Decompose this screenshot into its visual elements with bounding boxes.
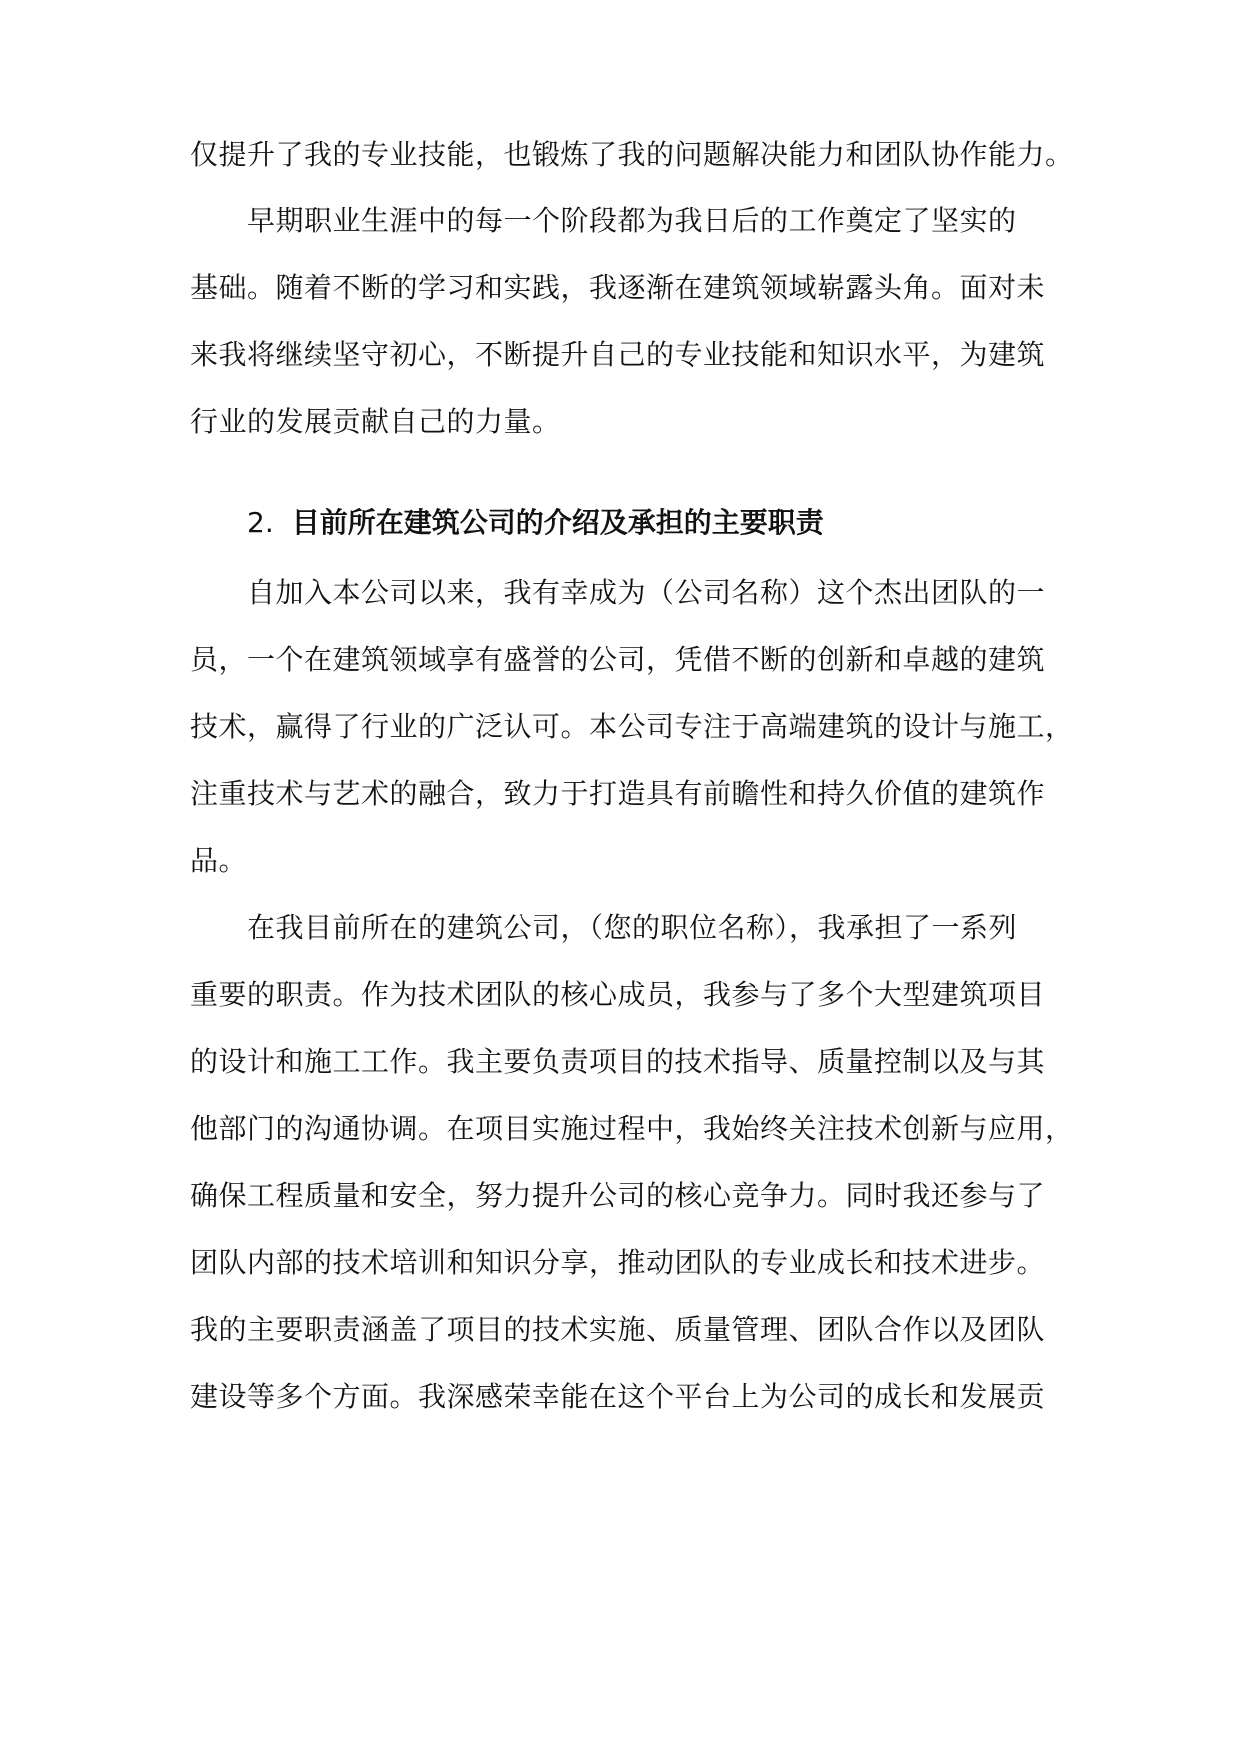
paragraph-start-line: 在我目前所在的建筑公司，（您的职位名称），我承担了一系列 <box>247 911 1018 944</box>
text-line: 重要的职责。作为技术团队的核心成员，我参与了多个大型建筑项目 <box>190 978 1046 1011</box>
text-line: 的设计和施工工作。我主要负责项目的技术指导、质量控制以及与其 <box>190 1045 1046 1078</box>
section-heading <box>247 503 824 543</box>
text-line: 确保工程质量和安全，努力提升公司的核心竞争力。同时我还参与了 <box>190 1179 1046 1212</box>
section-title: 目前所在建筑公司的介绍及承担的主要职责 <box>291 506 824 539</box>
text-line: 他部门的沟通协调。在项目实施过程中，我始终关注技术创新与应用， <box>190 1112 1074 1145</box>
text-line: 团队内部的技术培训和知识分享，推动团队的专业成长和技术进步。 <box>190 1246 1046 1279</box>
text-line: 注重技术与艺术的融合，致力于打造具有前瞻性和持久价值的建筑作 <box>190 777 1046 810</box>
text-line: 行业的发展贡献自己的力量。 <box>190 405 561 438</box>
text-line: 员，一个在建筑领域享有盛誉的公司，凭借不断的创新和卓越的建筑 <box>190 643 1046 676</box>
text-line: 仅提升了我的专业技能，也锻炼了我的问题解决能力和团队协作能力。 <box>190 138 1074 171</box>
text-line: 来我将继续坚守初心，不断提升自己的专业技能和知识水平，为建筑 <box>190 338 1046 371</box>
text-line: 品。 <box>190 844 248 877</box>
paragraph-start-line: 早期职业生涯中的每一个阶段都为我日后的工作奠定了坚实的 <box>247 204 1017 237</box>
text-line: 基础。随着不断的学习和实践，我逐渐在建筑领域崭露头角。面对未 <box>190 271 1046 304</box>
text-line: 我的主要职责涵盖了项目的技术实施、质量管理、团队合作以及团队 <box>190 1313 1046 1346</box>
paragraph-start-line: 自加入本公司以来，我有幸成为（公司名称）这个杰出团队的一 <box>247 576 1046 609</box>
text-line: 建设等多个方面。我深感荣幸能在这个平台上为公司的成长和发展贡 <box>190 1380 1046 1413</box>
section-number: 2. <box>247 506 274 539</box>
text-line: 技术，赢得了行业的广泛认可。本公司专注于高端建筑的设计与施工， <box>190 710 1074 743</box>
